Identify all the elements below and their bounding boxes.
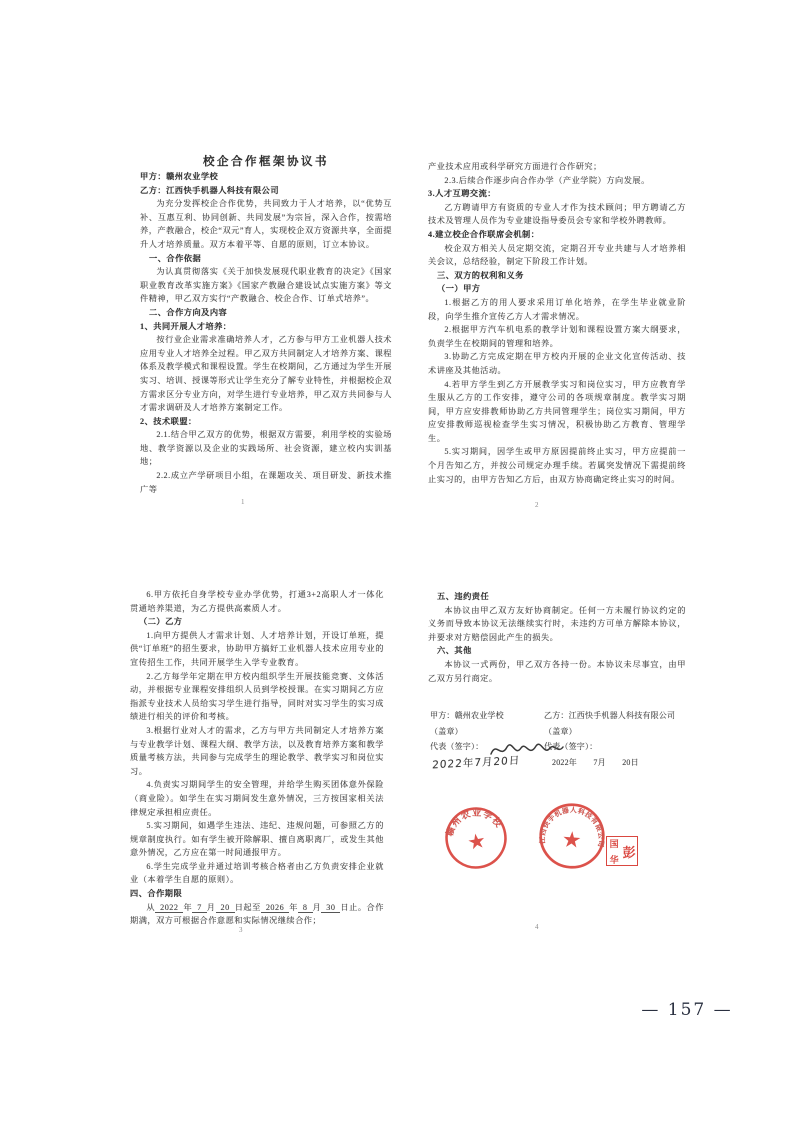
term-unit-month2: 月 xyxy=(312,902,322,912)
intro-paragraph: 为充分发挥校企合作优势，共同致力于人才培养，以“优势互补、互惠互利、协同创新、共同发展”为宗旨，深入合作，按需培养，产教融合，校企“双元”育人，实现校企双方资源共享，全面提升人才培养质量。双方本着平等、自愿的原则，订立本协议。 xyxy=(140,199,392,249)
scan-page-number-3: 3 xyxy=(239,926,243,934)
party-b-official-seal xyxy=(536,800,609,873)
clause-b1: 1.向甲方提供人才需求计划、人才培养计划，开设订单班，提供“订单班”的招生要求，协助甲方搞好工业机器人技术应用专业的宣传招生工作，共同开展学生入学专业教育。 xyxy=(130,630,384,667)
heading-breach: 五、违约责任 xyxy=(437,592,490,601)
sig-party-b-seal-note: （盖章） xyxy=(544,726,577,736)
clause-item3: 乙方聘请甲方有资质的专业人才作为技术顾问；甲方聘请乙方技术及管理人员作为专业建设指导委员会专家和学校外聘教师。 xyxy=(428,202,686,226)
name-seal-char-top: 国 xyxy=(609,839,619,849)
clause-item2-1: 2.1.结合甲乙双方的优势，根据双方需要，利用学校的实验场地、教学资源以及企业的实践场所、社会资源，建立校内实训基地； xyxy=(140,430,392,467)
clause-item2-2-continuation: 产业技术应用或科学研究方面进行合作研究； xyxy=(428,162,602,171)
clause-misc: 本协议一式两份，甲乙双方各持一份。本协议未尽事宜，由甲乙双方另行商定。 xyxy=(428,659,686,683)
clause-b6: 6.学生完成学业并通过培训考核合格者由乙方负责安排企业就业（本着学生自愿的原则）。 xyxy=(130,861,384,885)
signature-party-a xyxy=(430,708,548,772)
sig-party-a-rep-label: 代表（签字）： xyxy=(430,742,484,751)
clause-item1: 按行业企业需求准确培养人才，乙方参与甲方工业机器人技术应用专业人才培养全过程。甲乙双方共同制定人才培养方案、课程体系及教学模式和课程设置。学生在校期间，乙方通过为学生开展实习、培训、授课等形式让学生充分了解专业特性，并根据校企双方需求区分专业方向，对学生进行专业培养，甲乙双方共同参与人才需求调研及人才培养方案制定工作。 xyxy=(140,335,392,413)
name-seal-char-bottom: 华 xyxy=(609,854,619,865)
heading-item3: 3.人才互聘交流： xyxy=(428,189,496,199)
clause-a5: 5.实习期间，因学生或甲方原因提前终止实习，甲方应提前一个月告知乙方，并按公司规定办理手续。若属突发情况下需提前终止实习的，由甲方告知乙方后，由双方协商确定终止实习的时间。 xyxy=(428,447,686,484)
clause-a6: 6.甲方依托自身学校专业办学优势，打通3+2高职人才一体化贯通培养渠道，为乙方提供高素质人才。 xyxy=(130,590,384,613)
party-b-seal-text: 江西快手机器人科技有限公司 xyxy=(539,807,605,849)
agreement-page-3 xyxy=(130,588,384,928)
party-b-date: 2022年 7月 20日 xyxy=(552,757,639,767)
agreement-page-4 xyxy=(428,590,686,865)
scan-page-number-1: 1 xyxy=(241,498,245,506)
star-icon xyxy=(563,831,581,848)
clause-item2-2: 2.2.成立产学研项目小组，在课题攻关、项目研发、新技术推广等 xyxy=(140,471,392,494)
name-seal-char-surname: 彭 xyxy=(622,844,636,860)
term-unit-month: 月 xyxy=(206,902,216,912)
clause-b2: 2.乙方每学年定期在甲方校内组织学生开展技能竞赛、文体活动，并根据专业课程安排组织人员到学校授课。在实习期间乙方应指派专业技术人员给实习学生进行指导，同时对实习学生的实习成绩进行相关的评价和考核。 xyxy=(130,671,384,722)
clause-item4: 校企双方相关人员定期交流，定期召开专业共建与人才培养相关会议，总结经验，制定下阶段工作计划。 xyxy=(428,243,686,267)
heading-party-a-duties: （一）甲方 xyxy=(437,284,481,294)
clause-item2-3: 2.3.后续合作逐步向合作办学（产业学院）方向发展。 xyxy=(444,175,650,185)
star-icon xyxy=(467,832,485,850)
term-prefix: 从 xyxy=(146,902,156,912)
signature-party-b xyxy=(544,708,694,770)
representative-name-seal xyxy=(606,836,638,866)
clause-a2: 2.根据甲方汽车机电系的教学计划和课程设置方案大纲要求，负责学生在校期间的管理和培养。 xyxy=(428,325,686,348)
clause-a4: 4.若甲方学生到乙方开展教学实习和岗位实习，甲方应教育学生服从乙方的工作安排，遵守公司的各项规章制度。教学实习期间，甲方应安排教师协助乙方共同管理学生；岗位实习期间，甲方应安排教师巡视检查学生实习情况，积极协助乙方教育、管理学生。 xyxy=(428,379,686,443)
heading-item4: 4.建立校企合作联席会机制： xyxy=(428,229,540,239)
document-title: 校企合作框架协议书 xyxy=(203,156,329,168)
term-year-to: 2026 xyxy=(261,903,289,913)
clause-breach: 本协议由甲乙双方友好协商制定。任何一方未履行协议约定的义务而导致本协议无法继续实行时，未违约方可单方解除本协议，并要求对方赔偿因此产生的损失。 xyxy=(428,605,686,642)
term-unit-year: 年 xyxy=(183,902,193,912)
agreement-page-1 xyxy=(140,154,392,496)
sig-party-b-line: 乙方：江西快手机器人科技有限公司 xyxy=(544,711,676,720)
term-dates-line xyxy=(130,901,384,928)
clause-a1: 1.根据乙方的用人要求采用订单化培养，在学生毕业就业阶段，向学生推介宣传乙方人才需求情况。 xyxy=(428,297,686,321)
term-day-to: 30 xyxy=(321,903,340,913)
party-b-line: 乙方：江西快手机器人科技有限公司 xyxy=(140,185,280,195)
sig-party-a-line: 甲方：赣州农业学校 xyxy=(430,711,504,720)
party-a-handwritten-date: 2022年7月20日 xyxy=(431,754,521,772)
scan-page-number-4: 4 xyxy=(535,923,539,931)
heading-misc: 六、其他 xyxy=(437,646,472,656)
party-a-official-seal xyxy=(439,801,513,875)
term-unit-year2: 年 xyxy=(289,902,298,912)
sig-party-b-rep-label: 代表（签字）： xyxy=(544,742,598,751)
heading-term: 四、合作期限 xyxy=(130,889,183,899)
basis-paragraph: 为认真贯彻落实《关于加快发展现代职业教育的决定》《国家职业教育改革实施方案》《国家产教融合建设试点实施方案》等文件精神，甲乙双方实行“产教融合、校企合作、订单式培养”。 xyxy=(140,267,392,304)
term-year-from: 2022 xyxy=(155,903,183,913)
agreement-page-2 xyxy=(428,160,686,486)
party-a-line: 甲方：赣州农业学校 xyxy=(140,172,219,181)
svg-text:赣州农业学校 xyxy=(439,801,506,839)
term-mid: 日起至 xyxy=(234,902,261,912)
clause-b5: 5.实习期间，如遇学生违法、违纪、违规问题，可参照乙方的规章制度执行。如有学生被开除解职、擅自离职离厂，或发生其他意外情况，乙方应在第一时间通报甲方。 xyxy=(130,821,384,858)
heading-basis: 一、合作依据 xyxy=(149,253,202,263)
clause-b3: 3.根据行业对人才的需求，乙方与甲方共同制定人才培养方案与专业教学计划、课程大纲、教学方法，以及教育培养方案和教学质量考核方法，共同参与完成学生的理论教学、教学实习和岗位实习。 xyxy=(130,725,384,776)
signature-block xyxy=(428,708,686,865)
clause-a3: 3.协助乙方完成定期在甲方校内开展的企业文化宣传活动、技术讲座及其他活动。 xyxy=(428,352,686,375)
scan-page-number-2: 2 xyxy=(535,501,539,509)
heading-rights: 三、双方的权利和义务 xyxy=(437,270,524,280)
party-a-seal-text: 赣州农业学校 xyxy=(444,807,505,838)
term-day-from: 20 xyxy=(216,903,235,913)
sig-party-a-seal-note: （盖章） xyxy=(430,726,463,736)
term-suffix: 日止。合作期满，双方可根据合作意愿和实际情况继续合作； xyxy=(130,902,384,926)
document-page-number: — 157 — xyxy=(641,1000,733,1020)
clause-b4: 4.负责实习期间学生的安全管理，并给学生购买团体意外保险（商业险）。如学生在实习期间发生意外情况，三方按国家相关法律规定承担相应责任。 xyxy=(130,780,384,817)
heading-item1: 1、共同开展人才培养： xyxy=(140,321,232,331)
heading-item2: 2、技术联盟： xyxy=(140,416,197,426)
term-month-from: 7 xyxy=(192,903,207,913)
heading-direction: 二、合作方向及内容 xyxy=(149,307,228,317)
heading-party-b-duties: （二）乙方 xyxy=(139,617,183,627)
term-month-to: 8 xyxy=(298,903,313,913)
